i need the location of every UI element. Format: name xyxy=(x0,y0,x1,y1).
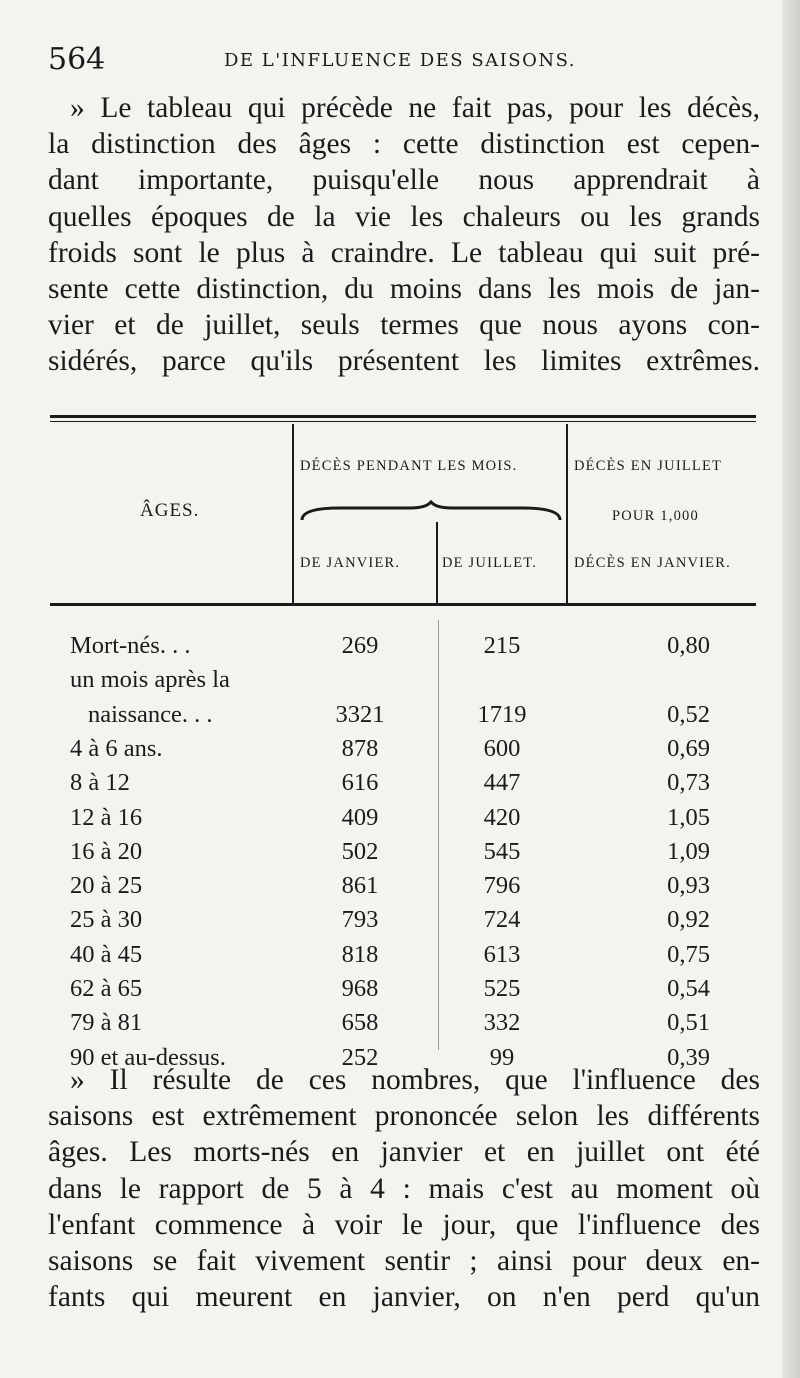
january-deaths-cell: 968 xyxy=(341,975,379,1002)
table-header-deaths-during: DÉCÈS PENDANT LES MOIS. xyxy=(300,458,518,474)
paragraph-line: sente cette distinction, du moins dans les mois de jan- xyxy=(48,273,760,306)
paragraph-line: » Le tableau qui précède ne fait pas, pour les décès, xyxy=(70,92,760,124)
july-deaths-cell: 796 xyxy=(483,872,521,900)
table-row xyxy=(0,1009,800,1043)
paragraph-line: dant importante, puisqu'elle nous apprendrait à xyxy=(48,164,760,197)
age-cell: naissance. . . xyxy=(88,700,213,728)
july-deaths-cell: 600 xyxy=(483,734,521,762)
january-deaths-cell: 616 xyxy=(341,769,379,797)
table-row xyxy=(0,804,800,838)
table-top-rule-thin xyxy=(50,421,756,422)
paragraph-line: quelles époques de la vie les chaleurs ou les grands xyxy=(48,200,760,233)
ratio-cell: 0,69 xyxy=(667,734,710,762)
table-header-rule xyxy=(50,603,756,606)
ratio-cell: 0,75 xyxy=(667,940,710,968)
paragraph-line: la distinction des âges : cette distinction est cepen- xyxy=(48,128,760,161)
age-cell: un mois après la xyxy=(70,666,230,694)
paragraph-line: saisons se fait vivement sentir ; ainsi pour deux en- xyxy=(48,1245,760,1278)
table-row xyxy=(0,941,800,975)
age-cell: 4 à 6 ans. xyxy=(70,734,163,762)
paragraph-line: » Il résulte de ces nombres, que l'influence des xyxy=(70,1064,760,1096)
age-cell: Mort-nés. . . xyxy=(70,632,191,659)
july-deaths-cell: 613 xyxy=(483,940,521,968)
january-deaths-cell: 818 xyxy=(341,940,379,968)
table-row xyxy=(0,735,800,769)
ratio-cell: 0,51 xyxy=(667,1009,710,1037)
age-cell: 12 à 16 xyxy=(70,803,143,831)
paragraph-line: saisons est extrêmement prononcée selon les différents xyxy=(48,1100,760,1133)
july-deaths-cell: 99 xyxy=(489,1043,515,1071)
january-deaths-cell: 861 xyxy=(341,872,379,900)
table-header-ratio: DÉCÈS EN JUILLET xyxy=(574,458,723,474)
july-deaths-cell: 420 xyxy=(483,803,521,831)
table-column-divider xyxy=(292,424,294,604)
january-deaths-cell: 793 xyxy=(341,906,379,934)
ratio-cell: 1,05 xyxy=(667,803,710,831)
age-cell: 40 à 45 xyxy=(70,940,143,968)
paragraph-line: vier et de juillet, seuls termes que nous ayons con- xyxy=(48,309,760,342)
page-header xyxy=(48,42,768,82)
january-deaths-cell: 658 xyxy=(341,1009,379,1037)
table-row xyxy=(0,838,800,872)
paragraph-line: dans le rapport de 5 à 4 : mais c'est au moment où xyxy=(48,1172,760,1205)
paragraph-line: l'enfant commence à voir le jour, que l'influence des xyxy=(48,1208,760,1241)
curly-brace-icon xyxy=(300,500,562,524)
paragraph-conclusion xyxy=(48,1062,760,1315)
age-cell: 62 à 65 xyxy=(70,975,143,1002)
table-row xyxy=(0,872,800,906)
july-deaths-cell: 215 xyxy=(483,632,521,659)
ratio-cell: 0,52 xyxy=(667,700,710,728)
age-cell: 8 à 12 xyxy=(70,769,130,797)
paragraph-line: froids sont le plus à craindre. Le tableau qui suit pré- xyxy=(48,236,760,269)
table-header-july: DE JUILLET. xyxy=(442,555,538,571)
age-cell: 90 et au-dessus. xyxy=(70,1043,226,1071)
table-column-divider xyxy=(566,424,568,604)
table-header-ages: ÂGES. xyxy=(140,500,200,521)
january-deaths-cell: 409 xyxy=(341,803,379,831)
table-header-january: DE JANVIER. xyxy=(300,555,401,571)
january-deaths-cell: 252 xyxy=(341,1043,379,1071)
table-row xyxy=(0,666,800,700)
age-cell: 20 à 25 xyxy=(70,872,143,900)
ratio-cell: 0,39 xyxy=(667,1043,710,1071)
age-cell: 16 à 20 xyxy=(70,837,143,865)
table-row xyxy=(0,975,800,1009)
table-column-divider xyxy=(438,620,439,1050)
table-row xyxy=(0,769,800,803)
table-header-ratio: DÉCÈS EN JANVIER. xyxy=(574,555,731,571)
paragraph-line: sidérés, parce qu'ils présentent les limites extrêmes. xyxy=(48,345,760,378)
ratio-cell: 0,93 xyxy=(667,872,710,900)
age-cell: 25 à 30 xyxy=(70,906,143,934)
july-deaths-cell: 447 xyxy=(483,769,521,797)
july-deaths-cell: 332 xyxy=(483,1009,521,1037)
table-top-rule xyxy=(50,415,756,418)
table-row xyxy=(0,906,800,940)
table-header-ratio: POUR 1,000 xyxy=(612,508,699,524)
running-head: DE L'INFLUENCE DES SAISONS. xyxy=(224,50,577,71)
january-deaths-cell: 3321 xyxy=(335,700,385,728)
table-row xyxy=(0,701,800,735)
january-deaths-cell: 878 xyxy=(341,734,379,762)
july-deaths-cell: 525 xyxy=(483,975,521,1002)
ratio-cell: 1,09 xyxy=(667,837,710,865)
paragraph-intro xyxy=(48,90,760,380)
paragraph-line: âges. Les morts-nés en janvier et en juillet ont été xyxy=(48,1136,760,1169)
table-row xyxy=(0,632,800,666)
ratio-cell: 0,73 xyxy=(667,769,710,797)
table-column-divider xyxy=(436,522,438,604)
ratio-cell: 0,80 xyxy=(667,632,710,659)
paragraph-line: fants qui meurent en janvier, on n'en perd qu'un xyxy=(48,1281,760,1314)
page-number: 564 xyxy=(48,42,106,77)
july-deaths-cell: 1719 xyxy=(477,700,527,728)
july-deaths-cell: 545 xyxy=(483,837,521,865)
january-deaths-cell: 502 xyxy=(341,837,379,865)
july-deaths-cell: 724 xyxy=(483,906,521,934)
ratio-cell: 0,92 xyxy=(667,906,710,934)
ratio-cell: 0,54 xyxy=(667,975,710,1002)
age-cell: 79 à 81 xyxy=(70,1009,143,1037)
january-deaths-cell: 269 xyxy=(341,632,379,659)
